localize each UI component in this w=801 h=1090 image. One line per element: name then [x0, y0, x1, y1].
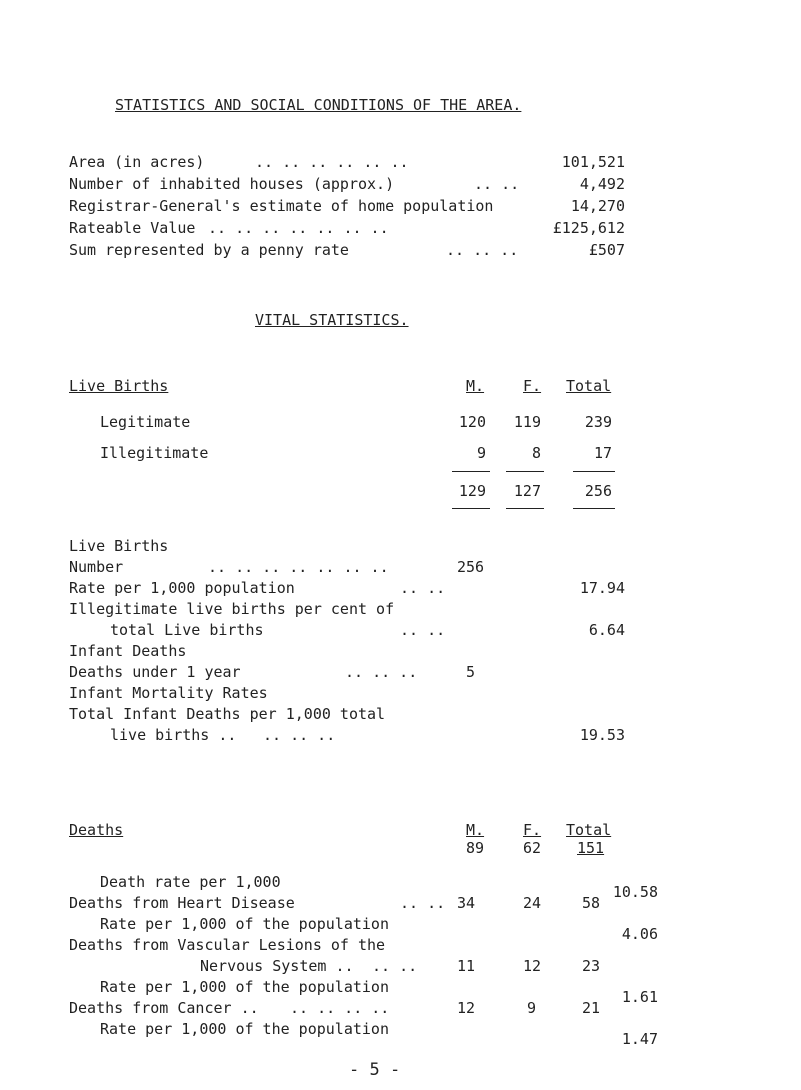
infant-mortality-leader: .. .. ..	[263, 726, 336, 744]
live-births-section-label: Live Births	[69, 537, 169, 555]
vascular-f: 12	[523, 957, 542, 975]
vascular-rate-value: 1.61	[621, 988, 658, 1006]
births-number-value: 256	[457, 558, 485, 576]
area-label: Area (in acres)	[69, 153, 205, 171]
col-total-header: Total	[566, 377, 612, 395]
vascular-leader: .. ..	[372, 957, 418, 975]
vascular-label-2: Nervous System ..	[200, 957, 354, 975]
deaths-col-total-header: Total	[566, 821, 612, 839]
heart-disease-label: Deaths from Heart Disease	[69, 894, 295, 912]
cancer-m: 12	[457, 999, 476, 1017]
birth-rate-leader: .. ..	[400, 579, 446, 597]
deaths-total-f: 62	[523, 839, 542, 857]
rateable-value: £125,612	[552, 219, 625, 237]
illegitimate-total: 17	[593, 444, 612, 462]
col-f-header: F.	[523, 377, 542, 395]
cancer-label: Deaths from Cancer ..	[69, 999, 259, 1017]
births-total-f: 127	[513, 482, 541, 500]
legitimate-m: 120	[458, 413, 486, 431]
illegitimate-percent-leader: .. ..	[400, 621, 446, 639]
houses-leader: .. ..	[474, 175, 520, 193]
deaths-col-m-header: M.	[466, 821, 485, 839]
subtotal-rule-m	[452, 471, 490, 472]
area-leader: .. .. .. .. .. ..	[255, 153, 409, 171]
deaths-col-f-header: F.	[523, 821, 542, 839]
births-total-m: 129	[458, 482, 486, 500]
area-value: 101,521	[561, 153, 625, 171]
infant-mortality-section-label: Infant Mortality Rates	[69, 684, 268, 702]
cancer-rate-value: 1.47	[621, 1030, 658, 1048]
infant-mortality-label-1: Total Infant Deaths per 1,000 total	[69, 705, 386, 723]
penny-rate-label: Sum represented by a penny rate	[69, 241, 349, 259]
vascular-total: 23	[582, 957, 601, 975]
births-number-label: Number	[69, 558, 124, 576]
death-rate-label: Death rate per 1,000	[100, 873, 281, 891]
total-rule-f	[506, 508, 544, 509]
legitimate-label: Legitimate	[100, 413, 191, 431]
illegitimate-percent-label-2: total Live births	[110, 621, 264, 639]
vascular-label-1: Deaths from Vascular Lesions of the	[69, 936, 386, 954]
births-number-leader: .. .. .. .. .. .. ..	[208, 558, 389, 576]
penny-rate-leader: .. .. ..	[446, 241, 519, 259]
illegitimate-percent-value: 6.64	[588, 621, 625, 639]
illegitimate-m: 9	[476, 444, 486, 462]
birth-rate-value: 17.94	[579, 579, 625, 597]
rateable-leader: .. .. .. .. .. .. ..	[208, 219, 389, 237]
illegitimate-percent-label-1: Illegitimate live births per cent of	[69, 600, 395, 618]
total-rule-total	[573, 508, 615, 509]
deaths-under-1-value: 5	[466, 663, 476, 681]
infant-deaths-section-label: Infant Deaths	[69, 642, 187, 660]
subtotal-rule-total	[573, 471, 615, 472]
cancer-rate-label: Rate per 1,000 of the population	[100, 1020, 389, 1038]
legitimate-total: 239	[584, 413, 612, 431]
heart-rate-value: 4.06	[621, 925, 658, 943]
death-rate-value: 10.58	[612, 883, 658, 901]
penny-rate-value: £507	[588, 241, 625, 259]
birth-rate-label: Rate per 1,000 population	[69, 579, 295, 597]
deaths-under-1-label: Deaths under 1 year	[69, 663, 241, 681]
vital-statistics-heading: VITAL STATISTICS.	[255, 311, 409, 329]
page-title: STATISTICS AND SOCIAL CONDITIONS OF THE AREA.	[115, 96, 522, 114]
total-rule-m	[452, 508, 490, 509]
illegitimate-label: Illegitimate	[100, 444, 209, 462]
vascular-m: 11	[457, 957, 476, 975]
heart-rate-label: Rate per 1,000 of the population	[100, 915, 389, 933]
page-number: - 5 -	[349, 1060, 401, 1080]
births-total-total: 256	[584, 482, 612, 500]
heart-disease-leader: .. ..	[400, 894, 446, 912]
population-label: Registrar-General's estimate of home population	[69, 197, 494, 215]
deaths-heading: Deaths	[69, 821, 124, 839]
population-value: 14,270	[570, 197, 625, 215]
deaths-total-total: 151	[577, 839, 605, 857]
illegitimate-f: 8	[531, 444, 541, 462]
cancer-total: 21	[582, 999, 601, 1017]
legitimate-f: 119	[513, 413, 541, 431]
heart-disease-m: 34	[457, 894, 476, 912]
live-births-heading: Live Births	[69, 377, 169, 395]
deaths-under-1-leader: .. .. ..	[345, 663, 418, 681]
houses-value: 4,492	[579, 175, 625, 193]
infant-mortality-value: 19.53	[579, 726, 625, 744]
heart-disease-total: 58	[582, 894, 601, 912]
cancer-leader: .. .. .. ..	[290, 999, 390, 1017]
houses-label: Number of inhabited houses (approx.)	[69, 175, 395, 193]
col-m-header: M.	[466, 377, 485, 395]
deaths-total-m: 89	[466, 839, 485, 857]
rateable-label: Rateable Value	[69, 219, 196, 237]
subtotal-rule-f	[506, 471, 544, 472]
infant-mortality-label-2: live births ..	[110, 726, 237, 744]
vascular-rate-label: Rate per 1,000 of the population	[100, 978, 389, 996]
cancer-f: 9	[527, 999, 537, 1017]
heart-disease-f: 24	[523, 894, 542, 912]
